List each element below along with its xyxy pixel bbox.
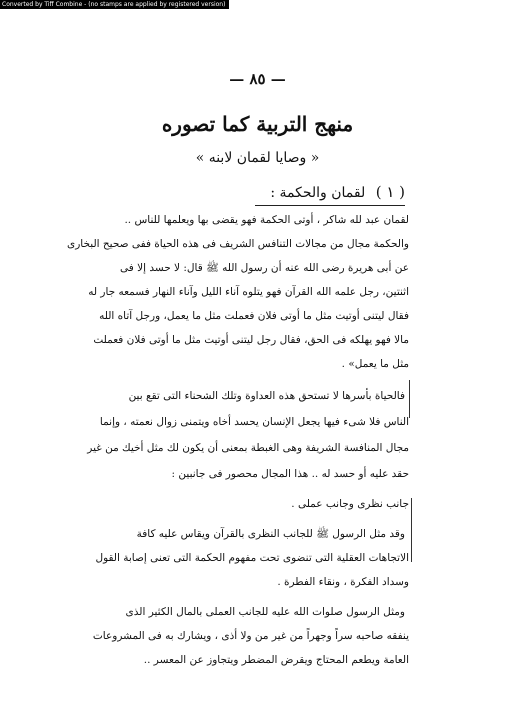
paragraph-4-line: وسداد الفكرة ، ونقاء الفطرة .: [277, 576, 409, 588]
paragraph-1-line: اثنتين، رجل علمه الله القرآن فهو يتلوه آناء الليل وآناء النهار فسمعه جار له: [88, 286, 409, 298]
paragraph-1-line: مالا فهو يهلكه فى الحق، فقال رجل ليتنى أوتيت مثل ما أوتى فلان فعملت: [93, 334, 409, 346]
margin-rule: [409, 380, 410, 418]
paragraph-1-line: لقمان عبد لله شاكر ، أوتى الحكمة فهو يقضى بها ويعلمها للناس ..: [124, 214, 409, 226]
page-number: — ٨٥ —: [229, 70, 286, 88]
paragraph-5-line: العامة ويطعم المحتاج ويقرض المضطر ويتجاوز عن المعسر ..: [143, 654, 409, 666]
heading-underline: [255, 205, 405, 206]
paragraph-5-line: ينفقه صاحبه سراً وجهراً من غير من ولا أذى ، ويشارك به فى المشروعات: [92, 630, 409, 642]
paragraph-3-line: جانب نظرى وجانب عملى .: [291, 498, 409, 510]
paragraph-2-line: مجال المنافسة الشريفة وهى الغبطة بمعنى أن يكون لك مثل أخيك من غير: [87, 442, 409, 454]
chapter-subtitle: « وصايا لقمان لابنه »: [195, 150, 320, 166]
paragraph-2-line: فالحياة بأسرها لا تستحق هذه العداوة وتلك الشحناء التى تقع بين: [128, 390, 405, 402]
paragraph-4-line: وقد مثل الرسول ﷺ للجانب النظرى بالقرآن ويقاس عليه كافة: [136, 528, 405, 540]
paragraph-4-line: الاتجاهات العقلية التى تنضوى تحت مفهوم الحكمة التى تعنى إصابة القول: [95, 552, 409, 564]
paragraph-2-line: حقد عليه أو حسد له .. هذا المجال محصور فى جانبين :: [171, 468, 409, 480]
paragraph-5-line: ومثل الرسول صلوات الله عليه للجانب العملى بالمال الكثير الذى: [125, 606, 405, 618]
section-number: ( ١ ): [375, 183, 405, 201]
section-heading-text: لقمان والحكمة :: [270, 185, 366, 201]
margin-rule: [411, 498, 412, 562]
converter-banner: Converted by Tiff Combine - (no stamps are applied by registered version): [0, 0, 229, 9]
paragraph-1-line: عن أبى هريرة رضى الله عنه أن رسول الله ﷺ قال: لا حسد إلا فى: [119, 262, 409, 274]
paragraph-1-line: مثل ما يعمل» .: [341, 358, 409, 370]
paragraph-1-line: والحكمة مجال من مجالات التنافس الشريف فى هذه الحياة ففى صحيح البخارى: [67, 238, 409, 250]
chapter-title: منهج التربية كما تصوره: [161, 112, 354, 136]
section-heading: [270, 183, 405, 201]
paragraph-2-line: الناس فلا شىء فيها يجعل الإنسان يحسد أخاه ويتمنى زوال نعمته ، وإنما: [99, 416, 409, 428]
paragraph-1-line: فقال ليتنى أوتيت مثل ما أوتى فلان فعملت مثل ما يعمل، ورجل آتاه الله: [99, 310, 409, 322]
